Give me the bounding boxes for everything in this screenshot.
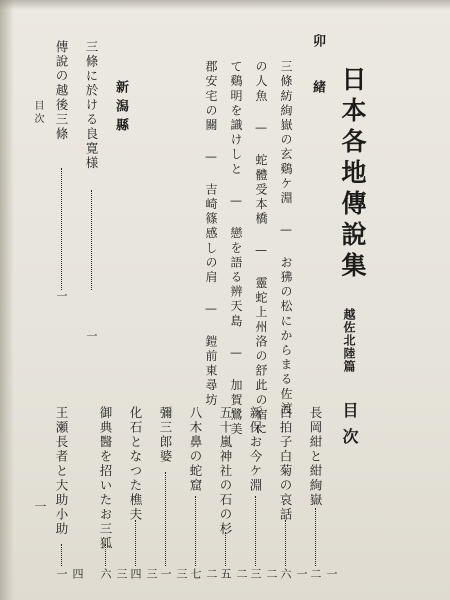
toc-entry-2 xyxy=(276,406,308,586)
toc-title: 長岡紺と紺絢嶽 xyxy=(308,406,323,508)
toc-title: 八木鼻の蛇窟 xyxy=(188,406,203,493)
preface-line-3: て鷄明を識けしと — 戀を語る辨天島 — 加賀鷺美 xyxy=(229,60,243,437)
preface-line-4: 郡安宅の關 — 吉崎篠感しの肩 — 鎧前東尋坊 xyxy=(204,60,218,408)
toc-page-number: 一六 xyxy=(279,568,308,578)
leader-dots xyxy=(105,544,106,566)
top-shadow xyxy=(0,0,450,10)
toc-entry-8 xyxy=(96,406,128,586)
leader-dots xyxy=(315,508,316,566)
gutter-shadow xyxy=(0,0,14,600)
toc-page-number: 一 xyxy=(85,330,98,340)
leader-dots xyxy=(225,532,226,566)
toc-title: 化石となつた樵夫 xyxy=(128,406,143,522)
preface-sub: 緒 xyxy=(310,80,325,99)
toc-title: 五十嵐神社の石の杉 xyxy=(218,406,233,537)
toc-page-number: 二五 xyxy=(219,568,248,578)
running-head: 目次 xyxy=(32,100,43,126)
leader-dots xyxy=(61,544,62,566)
toc-title: 傳說の越後三條 xyxy=(54,40,69,142)
toc-title: 新保お今ケ淵 xyxy=(248,406,263,493)
toc-page-number: 三六 xyxy=(99,568,128,578)
toc-page-number: 三四 xyxy=(129,568,158,578)
toc-entry-left-2 xyxy=(52,40,72,300)
preface-line-2: の人魚 — 蛇體受本橋 — 靈蛇上州洛の舒此の宿に xyxy=(254,60,268,437)
region-heading: 新潟縣 xyxy=(113,80,128,137)
toc-entry-9 xyxy=(52,406,84,586)
toc-page-number: 一 xyxy=(55,290,68,300)
leader-dots xyxy=(91,190,92,290)
toc-entry-3 xyxy=(246,406,278,586)
toc-title: 御典醫を招いたお三狐 xyxy=(98,406,113,551)
toc-entry-5 xyxy=(186,406,218,586)
toc-entry-6 xyxy=(156,406,188,586)
toc-title: 王瀬長者と大助小助 xyxy=(54,406,69,537)
leader-dots xyxy=(61,168,62,290)
leader-dots xyxy=(285,520,286,566)
leader-dots xyxy=(135,520,136,566)
toc-title: 白拍子白菊の哀話 xyxy=(278,406,293,522)
toc-title: 彌三郎婆 xyxy=(158,406,173,464)
leader-dots xyxy=(255,496,256,566)
toc-page-number: 一二 xyxy=(309,568,338,578)
leader-dots xyxy=(165,472,166,566)
toc-entry-left-1 xyxy=(82,40,102,340)
toc-entry-4 xyxy=(216,406,248,586)
toc-page-number: 四一 xyxy=(55,568,84,578)
toc-page-number: 二七 xyxy=(189,568,218,578)
toc-page-number: 二三 xyxy=(249,568,278,578)
leader-dots xyxy=(195,496,196,566)
footer-page-number: 一 xyxy=(33,500,47,512)
preface-label: 卯 xyxy=(310,34,325,53)
mokuji-heading: 目次 xyxy=(340,402,359,454)
preface-line-1: 三條紡絢嶽の玄鷄ケ淵 — お狒の松にからまる佐渡 xyxy=(279,60,293,417)
toc-title: 三條に於ける良寛様 xyxy=(84,40,99,171)
book-title: 日本各地傳說集 xyxy=(338,66,367,283)
toc-page-number: 三一 xyxy=(159,568,188,578)
book-subtitle: 越佐北陸篇 xyxy=(342,308,356,373)
toc-entry-7 xyxy=(126,406,158,586)
toc-entry-1 xyxy=(306,406,338,586)
